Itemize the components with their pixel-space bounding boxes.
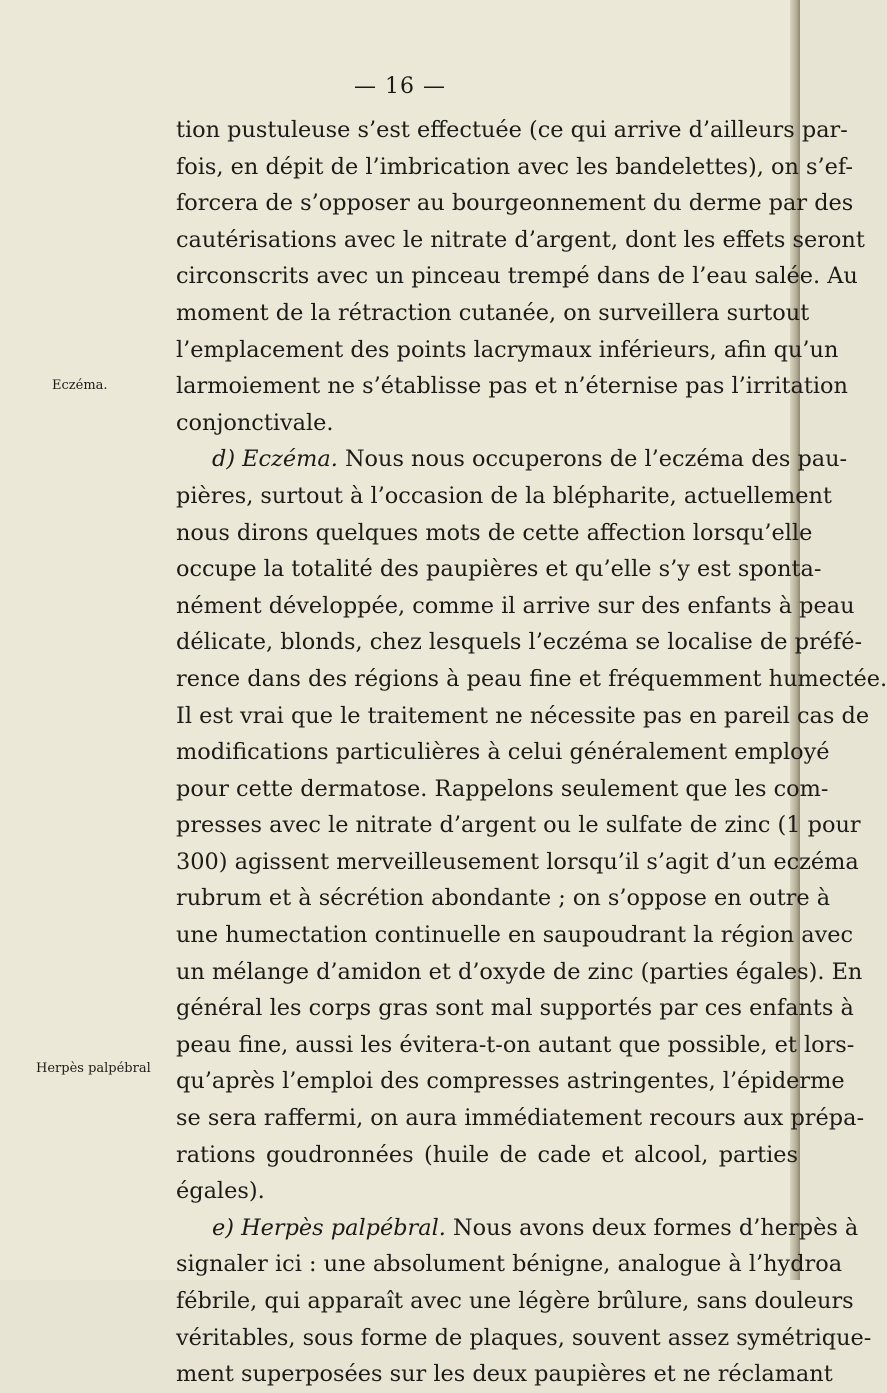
text-line: l’emplacement des points lacrymaux inférieurs, afin qu’un bbox=[176, 336, 839, 363]
text-line: moment de la rétraction cutanée, on surveillera surtout bbox=[176, 299, 810, 326]
text-line: 300) agissent merveilleusement lorsqu’il s’agit d’un eczéma bbox=[176, 848, 859, 875]
text-line: presses avec le nitrate d’argent ou le sulfate de zinc (1 pour bbox=[176, 812, 861, 839]
text-line: pour cette dermatose. Rappelons seulement que les com- bbox=[176, 775, 829, 802]
section-heading-italic: e) Herpès palpébral. bbox=[212, 1214, 446, 1241]
text-line: se sera raffermi, on aura immédiatement recours aux prépa- bbox=[176, 1105, 865, 1132]
text-line: véritables, sous forme de plaques, souvent assez symétrique- bbox=[176, 1324, 872, 1351]
text-line: fois, en dépit de l’imbrication avec les bandelettes), on s’ef- bbox=[176, 153, 853, 180]
text-line: rubrum et à sécrétion abondante ; on s’oppose en outre à bbox=[176, 885, 831, 912]
margin-note-herpes: Herpès palpébral bbox=[36, 1061, 151, 1076]
text-line: rence dans des régions à peau fine et fréquemment humectée. bbox=[176, 665, 887, 692]
text-line: cautérisations avec le nitrate d’argent, dont les effets seront bbox=[176, 226, 865, 253]
text-line: larmoiement ne s’établisse pas et n’éternise pas l’irritation bbox=[176, 373, 848, 400]
text-line: peau fine, aussi les évitera-t-on autant que possible, et lors- bbox=[176, 1031, 855, 1058]
section-heading-italic: d) Eczéma. bbox=[212, 446, 338, 473]
text-line: signaler ici : une absolument bénigne, analogue à l’hydroa bbox=[176, 1251, 843, 1278]
text-line: fébrile, qui apparaît avec une légère brûlure, sans douleurs bbox=[176, 1288, 854, 1314]
text-line: tion pustuleuse s’est effectuée (ce qui arrive d’ailleurs par- bbox=[176, 117, 848, 143]
body-text bbox=[176, 112, 887, 1393]
text-line: circonscrits avec un pinceau trempé dans de l’eau salée. Au bbox=[176, 263, 858, 290]
text-line: général les corps gras sont mal supportés par ces enfants à bbox=[176, 995, 854, 1022]
text-line: ment superposées sur les deux paupières et ne réclamant bbox=[176, 1361, 833, 1388]
text-line: nous dirons quelques mots de cette affection lorsqu’elle bbox=[176, 519, 813, 546]
text-line: qu’après l’emploi des compresses astringentes, l’épiderme bbox=[176, 1068, 845, 1095]
text-line: pières, surtout à l’occasion de la blépharite, actuellement bbox=[176, 482, 832, 509]
text-line: occupe la totalité des paupières et qu’elle s’y est sponta- bbox=[176, 556, 822, 583]
text-line: conjonctivale. bbox=[176, 409, 334, 436]
text-line: rations goudronnées (huile de cade et alcool, parties bbox=[176, 1141, 798, 1168]
text-line: modifications particulières à celui généralement employé bbox=[176, 739, 830, 766]
text-line: nément développée, comme il arrive sur des enfants à peau bbox=[176, 592, 855, 619]
page-number: — 16 — bbox=[354, 74, 446, 99]
margin-note-eczema: Eczéma. bbox=[52, 378, 108, 393]
text-line: égales). bbox=[176, 1178, 265, 1205]
text-line: Il est vrai que le traitement ne nécessite pas en pareil cas de bbox=[176, 702, 870, 729]
text-line: un mélange d’amidon et d’oxyde de zinc (parties égales). En bbox=[176, 958, 863, 985]
text-line: forcera de s’opposer au bourgeonnement du derme par des bbox=[176, 190, 854, 217]
text-line: délicate, blonds, chez lesquels l’eczéma se localise de préfé- bbox=[176, 629, 863, 656]
text-line: une humectation continuelle en saupoudrant la région avec bbox=[176, 922, 854, 949]
section-heading-line-herpes: e) Herpès palpébral. Nous avons deux formes d’herpès à bbox=[212, 1214, 859, 1241]
section-heading-line-eczema: d) Eczéma. Nous nous occuperons de l’eczéma des pau- bbox=[212, 446, 848, 473]
